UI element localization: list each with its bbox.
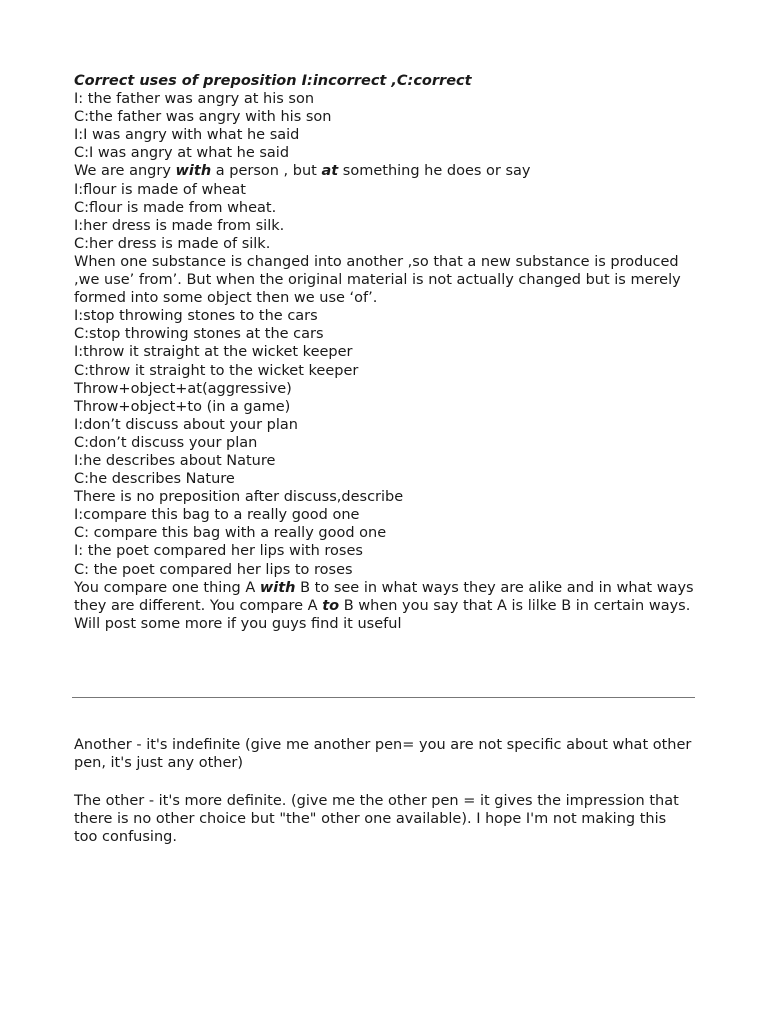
compare-rule-paragraph [74, 579, 704, 615]
text-line: There is no preposition after discuss,describe [74, 489, 404, 506]
text-line: I:her dress is made from silk. [74, 217, 285, 234]
text-line: C:the father was angry with his son [74, 109, 332, 126]
text-line: C:I was angry at what he said [74, 145, 290, 162]
horizontal-divider [72, 697, 695, 698]
text-line: I:he describes about Nature [74, 452, 276, 469]
made-rule-paragraph: When one substance is changed into another ,so that a new substance is produced ,we use’ from’. But when the original material is not actually changed but is merely formed into some object then we use ‘of’. [74, 253, 681, 307]
text-line: I: the poet compared her lips with roses [74, 543, 363, 560]
text-line: I:throw it straight at the wicket keeper [74, 344, 353, 361]
angry-rule-pre: We are angry [74, 163, 176, 180]
document-body [74, 72, 704, 633]
text-line: C:flour is made from wheat. [74, 199, 277, 216]
text-line: I:don’t discuss about your plan [74, 416, 298, 433]
document-title: Correct uses of preposition I:incorrect ,C:correct [74, 73, 472, 89]
another-paragraph: Another - it's indefinite (give me another pen= you are not specific about what other pen, it's just any other) [74, 737, 692, 772]
compare-rule-post: B when you say that A is lilke B in certain ways. [339, 597, 691, 614]
angry-rule-at: at [321, 163, 339, 180]
text-line: C:don’t discuss your plan [74, 434, 258, 451]
compare-rule-mid: B to see in what ways they are alike and in what ways they are different. You compare A [74, 579, 694, 614]
text-line: I:stop throwing stones to the cars [74, 308, 318, 325]
text-line: C:throw it straight to the wicket keeper [74, 362, 359, 379]
angry-rule-post: something he does or say [338, 163, 531, 180]
text-line: I:compare this bag to a really good one [74, 507, 360, 524]
text-line: Throw+object+at(aggressive) [74, 380, 292, 397]
angry-rule [74, 162, 704, 180]
text-line: I: the father was angry at his son [74, 91, 315, 108]
text-line: C:he describes Nature [74, 471, 235, 488]
another-section [74, 736, 694, 866]
compare-rule-pre: You compare one thing A [74, 579, 260, 596]
text-line: I:I was angry with what he said [74, 127, 300, 144]
text-line: C:stop throwing stones at the cars [74, 326, 324, 343]
text-line: C: compare this bag with a really good one [74, 525, 387, 542]
compare-rule-to: to [322, 597, 340, 614]
text-line: Throw+object+to (in a game) [74, 398, 291, 415]
compare-rule-with: with [259, 579, 296, 596]
text-line: C:her dress is made of silk. [74, 235, 271, 252]
angry-rule-with: with [175, 163, 212, 180]
text-line: I:flour is made of wheat [74, 181, 246, 198]
closing-line: Will post some more if you guys find it useful [74, 615, 402, 632]
text-line: C: the poet compared her lips to roses [74, 561, 353, 578]
angry-rule-mid: a person , but [211, 163, 322, 180]
the-other-paragraph: The other - it's more definite. (give me the other pen = it gives the impression that there is no other choice but "the" other one available). I hope I'm not making this too confusing. [74, 793, 679, 846]
